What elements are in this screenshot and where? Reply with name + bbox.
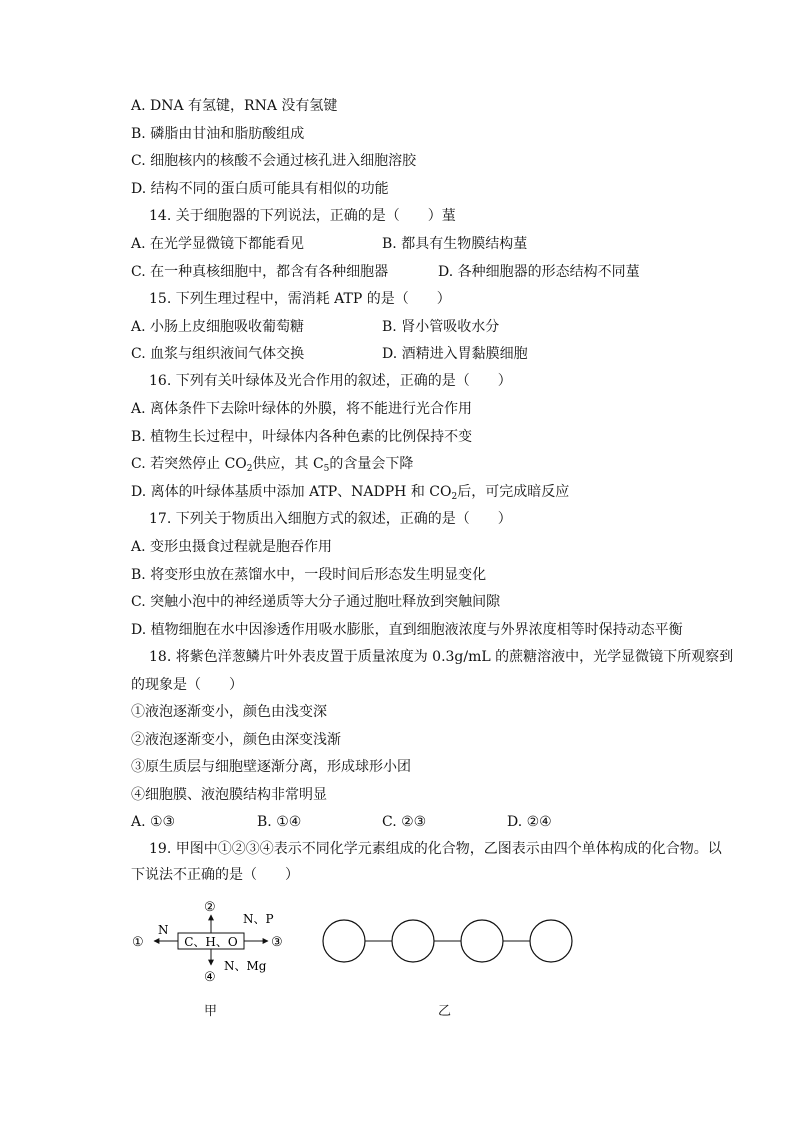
q18-statement-1: ①液泡逐渐变小，颜色由浅变深 — [131, 704, 327, 720]
q15-option-b: B. 肾小管吸收水分 — [382, 319, 500, 335]
q14-option-c: C. 在一种真核细胞中，都含有各种细胞器 — [131, 264, 389, 280]
figure-jia — [130, 895, 300, 985]
compound-4: ④ — [204, 970, 216, 985]
q15-option-d: D. 酒精进入胃黏膜细胞 — [382, 346, 528, 362]
q18-stem-cont: 的现象是（ ） — [131, 677, 243, 693]
monomer-circle — [392, 920, 434, 962]
q19-stem: 19. 甲图中①②③④表示不同化学元素组成的化合物，乙图表示由四个单体构成的化合物。以 — [149, 841, 722, 857]
q15-option-c: C. 血浆与组织液间气体交换 — [131, 346, 305, 362]
q14-option-a: A. 在光学显微镜下都能看见 — [131, 236, 305, 252]
compound-1: ① — [132, 935, 144, 950]
q13-option-c: C. 细胞核内的核酸不会通过核孔进入细胞溶胶 — [131, 153, 417, 169]
monomer-circle — [530, 920, 572, 962]
label-np: N、P — [243, 912, 274, 926]
q18-statement-2: ②液泡逐渐变小，颜色由深变浅渐 — [131, 732, 341, 748]
q17-option-b: B. 将变形虫放在蒸馏水中，一段时间后形态发生明显变化 — [131, 567, 487, 583]
q17-option-a: A. 变形虫摄食过程就是胞吞作用 — [131, 539, 333, 555]
q18-option-c: C. ②③ — [382, 814, 427, 830]
q13-option-a: A. DNA 有氢键，RNA 没有氢键 — [131, 98, 338, 114]
q18-statement-4: ④细胞膜、液泡膜结构非常明显 — [131, 787, 327, 803]
monomer-circle — [461, 920, 503, 962]
q18-option-b: B. ①④ — [257, 814, 302, 830]
q15-stem: 15. 下列生理过程中，需消耗 ATP 的是（ ） — [149, 291, 451, 307]
monomer-circle — [323, 920, 365, 962]
q14-option-d: D. 各种细胞器的形态结构不同蓳 — [438, 264, 640, 280]
q18-stem: 18. 将紫色洋葱鳞片叶外表皮置于质量浓度为 0.3g/mL 的蔗糖溶液中，光学显微镜下所观察到 — [149, 649, 734, 665]
q14-option-b: B. 都具有生物膜结构蓳 — [382, 236, 528, 252]
q14-stem: 14. 关于细胞器的下列说法，正确的是（ ）蓳 — [149, 208, 456, 224]
q17-option-c: C. 突触小泡中的神经递质等大分子通过胞吐释放到突触间隙 — [131, 594, 501, 610]
q19-stem-cont: 下说法不正确的是（ ） — [131, 867, 299, 883]
q15-option-a: A. 小肠上皮细胞吸收葡萄糖 — [131, 319, 305, 335]
q16-option-a: A. 离体条件下去除叶绿体的外膜，将不能进行光合作用 — [131, 401, 473, 417]
q16-option-b: B. 植物生长过程中，叶绿体内各种色素的比例保持不变 — [131, 429, 473, 445]
q17-option-d: D. 植物细胞在水中因渗透作用吸水膨胀，直到细胞液浓度与外界浓度相等时保持动态平衡 — [131, 622, 683, 638]
element-box-label: C、H、O — [184, 935, 238, 949]
compound-3: ③ — [271, 935, 283, 950]
q16-stem: 16. 下列有关叶绿体及光合作用的叙述，正确的是（ ） — [149, 373, 512, 389]
q18-statement-3: ③原生质层与细胞壁逐渐分离，形成球形小团 — [131, 759, 411, 775]
figure-jia-caption: 甲 — [204, 1004, 218, 1019]
q18-option-a: A. ①③ — [131, 814, 176, 830]
q16-option-d: D. 离体的叶绿体基质中添加 ATP、NADPH 和 $CO_2$后，可完成暗反应 — [131, 484, 570, 502]
figure-yi — [320, 916, 580, 966]
q17-stem: 17. 下列关于物质出入细胞方式的叙述，正确的是（ ） — [149, 511, 512, 527]
q18-option-d: D. ②④ — [507, 814, 552, 830]
compound-2: ② — [204, 900, 216, 915]
label-nmg: N、Mg — [224, 959, 267, 973]
q13-option-b: B. 磷脂由甘油和脂肪酸组成 — [131, 126, 305, 142]
q13-option-d: D. 结构不同的蛋白质可能具有相似的功能 — [131, 181, 389, 197]
label-n: N — [158, 923, 169, 937]
q16-option-c: C. 若突然停止 $CO_2$供应，其 $C_5$的含量会下降 — [131, 456, 414, 474]
figure-yi-caption: 乙 — [438, 1004, 452, 1019]
